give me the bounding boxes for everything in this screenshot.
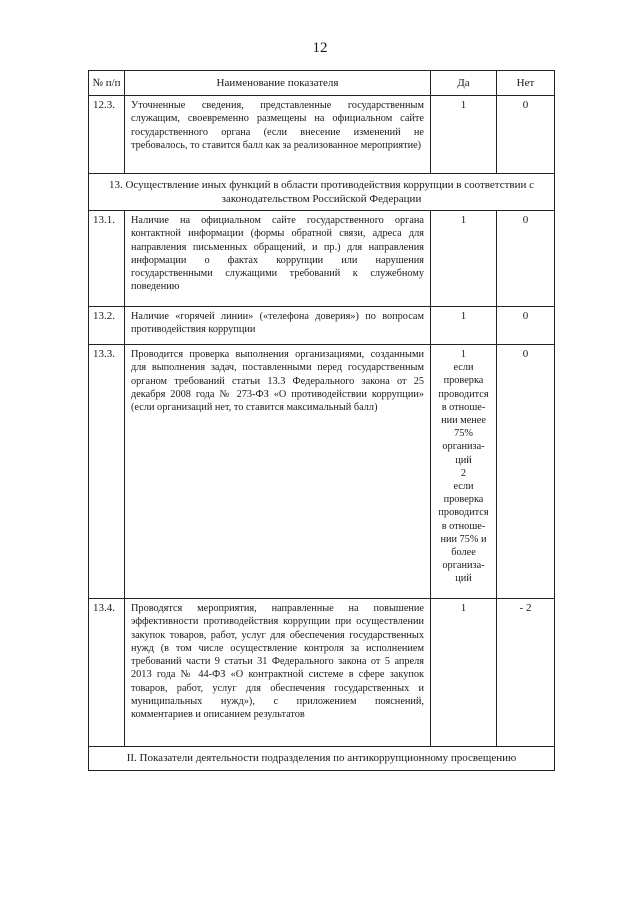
yes-line: проводится xyxy=(438,507,489,519)
yes-line: 75% xyxy=(454,428,473,440)
yes-line: ций xyxy=(455,573,472,585)
yes-line: в отноше- xyxy=(441,401,486,413)
yes-line: нии менее xyxy=(441,415,486,427)
table-row xyxy=(89,211,555,307)
row-name: Проводятся мероприятия, направленные на повышение эффективности противодействия коррупции при осуществлении закупок товаров, работ, услуг для обеспечения государственных нужд (в том числе осуществление контроля за исполнением требований части 9 статьи 31 Федерального закона от 5 апреля 2013 года № 44-ФЗ «О контрактной системе в сфере закупок товаров, работ, услуг для обеспечения государственных и муниципальных нужд»), с приложением пояснений, комментариев и описанием результатов xyxy=(125,599,431,747)
section-title: 13. Осуществление иных функций в области противодействия коррупции в соответствии с законодательством Российской Федерации xyxy=(89,174,555,211)
row-num: 12.3. xyxy=(89,96,125,174)
header-yes: Да xyxy=(431,71,497,96)
page-number: 12 xyxy=(312,40,328,56)
row-num: 13.4. xyxy=(89,599,125,747)
row-name: Наличие «горячей линии» («телефона доверия») по вопросам противодействия коррупции xyxy=(125,307,431,345)
table-row xyxy=(89,345,555,599)
yes-line: проводится xyxy=(438,388,489,400)
row-yes: 1 xyxy=(431,211,497,307)
yes-line: организа- xyxy=(442,441,485,453)
yes-line: нии 75% и xyxy=(440,533,487,545)
row-name: Проводится проверка выполнения организациями, созданными для выполнения задач, поставленными перед государственным органом требований статьи 13.3 Федерального закона от 25 декабря 2008 года № 273-ФЗ «О противодействии коррупции» (если организаций нет, то ставится максимальный балл) xyxy=(125,345,431,599)
header-num: № п/п xyxy=(89,71,125,96)
yes-line: если xyxy=(453,481,474,493)
yes-line: проверка xyxy=(443,375,484,387)
section-title: II. Показатели деятельности подразделения по антикоррупционному просвещению xyxy=(89,747,555,771)
table-row xyxy=(89,307,555,345)
section-row xyxy=(89,174,555,211)
table-row xyxy=(89,96,555,174)
row-name: Наличие на официальном сайте государственного органа контактной информации (формы обратной связи, адреса для направления письменных обращений, и пр.) для направления информации о фактах коррупции или нарушения государственными служащими требований к служебному поведению xyxy=(125,211,431,307)
row-no: - 2 xyxy=(497,599,555,747)
yes-line: если xyxy=(453,362,474,374)
row-yes: 1 xyxy=(431,599,497,747)
yes-line: более xyxy=(451,547,476,559)
table-row xyxy=(89,599,555,747)
row-yes xyxy=(431,345,497,599)
row-num: 13.1. xyxy=(89,211,125,307)
yes-line: 1 xyxy=(460,349,467,360)
header-name: Наименование показателя xyxy=(125,71,431,96)
row-no: 0 xyxy=(497,96,555,174)
yes-line: проверка xyxy=(443,494,484,506)
row-yes: 1 xyxy=(431,96,497,174)
row-yes: 1 xyxy=(431,307,497,345)
row-num: 13.2. xyxy=(89,307,125,345)
header-no: Нет xyxy=(497,71,555,96)
indicators-table xyxy=(88,70,555,771)
row-name: Уточненные сведения, представленные государственным служащим, своевременно размещены на официальном сайте государственного органа (если внесение изменений не требовалось, то ставится балл как за реализованное мероприятие) xyxy=(125,96,431,174)
row-num: 13.3. xyxy=(89,345,125,599)
yes-line: организа- xyxy=(442,560,485,572)
yes-line: 2 xyxy=(460,467,467,479)
row-no: 0 xyxy=(497,211,555,307)
section-row xyxy=(89,747,555,771)
row-no: 0 xyxy=(497,345,555,599)
table-header-row xyxy=(89,71,555,96)
yes-line: ций xyxy=(455,454,472,466)
yes-line: в отноше- xyxy=(441,520,486,532)
row-no: 0 xyxy=(497,307,555,345)
